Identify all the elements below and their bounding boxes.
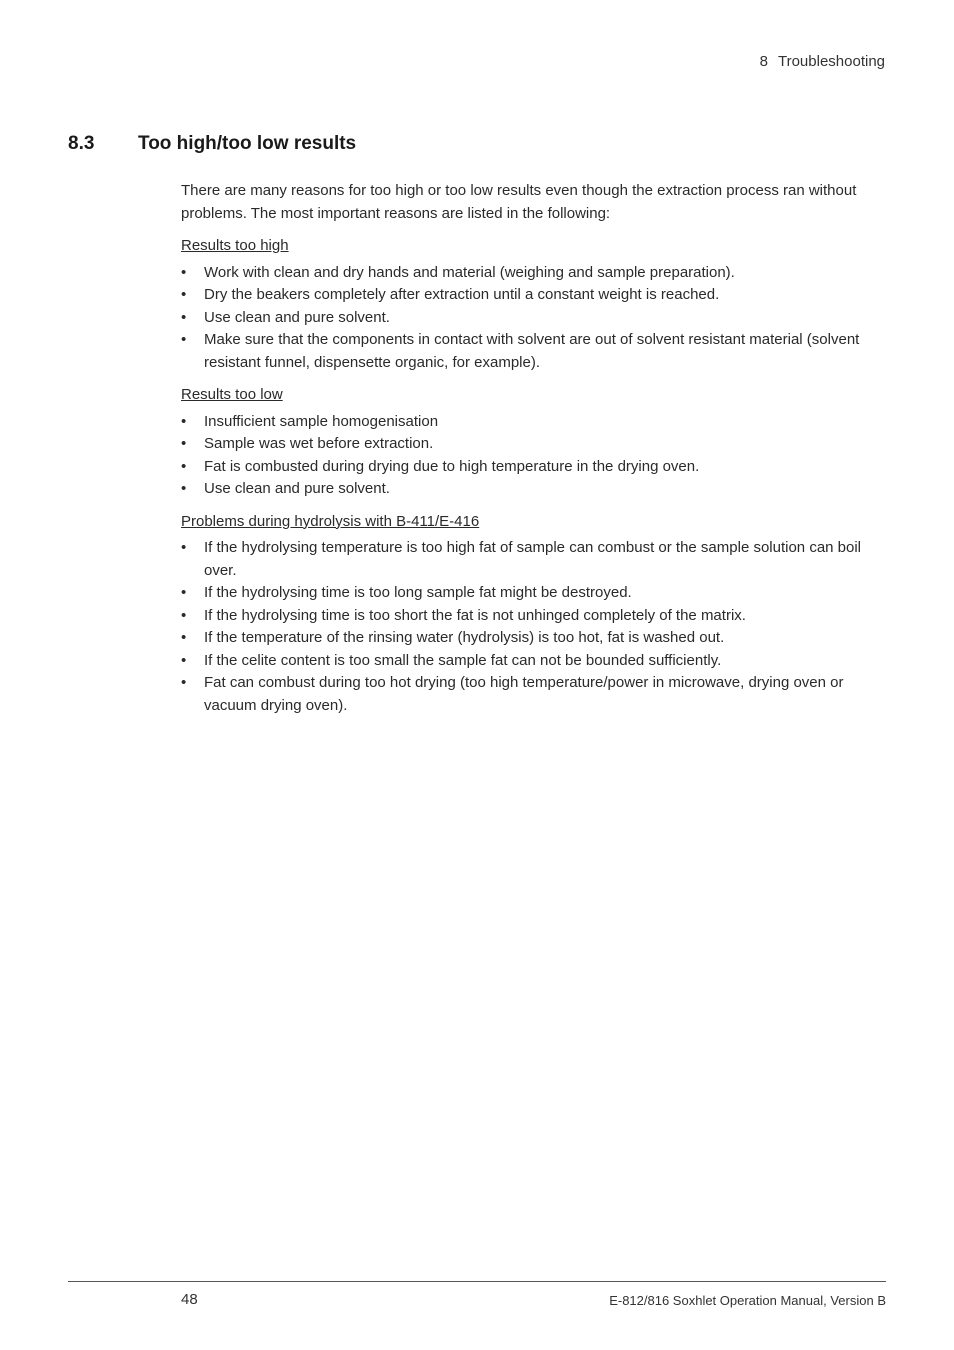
list-item-text: Use clean and pure solvent. [204,308,390,326]
list-item-text: Insufficient sample homogenisation [204,412,439,430]
list-hydrolysis-problems [181,537,887,717]
list-item [181,627,887,650]
section-number: 8.3 [68,133,95,154]
bullet-icon: • [181,412,187,430]
bullet-icon: • [181,629,187,646]
bullet-icon: • [181,331,187,348]
list-item [181,605,887,628]
bullet-icon: • [181,606,187,624]
page-number: 48 [181,1291,198,1308]
list-item [181,433,887,456]
bullet-icon: • [181,651,187,669]
list-item-text: Use clean and pure solvent. [204,480,390,497]
document-title: E-812/816 Soxhlet Operation Manual, Version B [609,1293,886,1308]
running-header [760,53,885,70]
section-title: Too high/too low results [138,133,357,154]
bullet-icon: • [181,539,187,556]
bullet-icon: • [181,457,187,475]
list-results-too-low [181,411,887,501]
list-item [181,582,887,605]
bullet-icon: • [181,674,187,691]
footer-divider [68,1281,886,1282]
list-item-text: Dry the beakers completely after extraction until a constant weight is reached. [204,286,720,303]
list-item [181,672,887,717]
list-item [181,478,887,501]
subhead-results-too-low: Results too low [181,386,283,403]
list-item [181,284,887,307]
bullet-icon: • [181,263,187,281]
list-item [181,537,887,582]
list-item-text: Fat can combust during too hot drying (too high temperature/power in microwave, drying oven or vacuum drying oven). [204,674,844,714]
list-results-too-high [181,262,887,375]
bullet-icon: • [181,480,187,497]
list-item-text: If the hydrolysing time is too long sample fat might be destroyed. [204,584,632,601]
section-body [181,180,887,727]
list-item [181,650,887,673]
bullet-icon: • [181,435,187,452]
list-item [181,411,887,434]
subhead-hydrolysis-problems: Problems during hydrolysis with B-411/E-416 [181,512,480,530]
header-chapter-title: Troubleshooting [777,53,885,70]
bullet-icon: • [181,584,187,601]
subhead-results-too-high: Results too high [181,237,289,254]
bullet-icon: • [181,308,187,326]
list-item-text: Sample was wet before extraction. [204,435,434,452]
list-item-text: Fat is combusted during drying due to high temperature in the drying oven. [204,457,700,475]
list-item-text: If the hydrolysing temperature is too high fat of sample can combust or the sample solution can boil over. [204,539,862,579]
list-item [181,262,887,285]
list-item [181,329,887,374]
list-item-text: If the hydrolysing time is too short the fat is not unhinged completely of the matrix. [204,606,746,624]
list-item-text: Work with clean and dry hands and material (weighing and sample preparation). [204,263,735,281]
section-heading [68,133,356,155]
intro-paragraph: There are many reasons for too high or too low results even though the extraction process ran without problems. The most important reasons are listed in the following: [181,182,857,222]
list-item-text: Make sure that the components in contact with solvent are out of solvent resistant material (solvent resistant funnel, dispensette organic, for example). [204,331,860,371]
header-chapter-number: 8 [759,53,768,70]
list-item [181,456,887,479]
list-item-text: If the temperature of the rinsing water (hydrolysis) is too hot, fat is washed out. [204,629,725,646]
list-item [181,307,887,330]
bullet-icon: • [181,286,187,303]
list-item-text: If the celite content is too small the sample fat can not be bounded sufficiently. [204,651,722,669]
